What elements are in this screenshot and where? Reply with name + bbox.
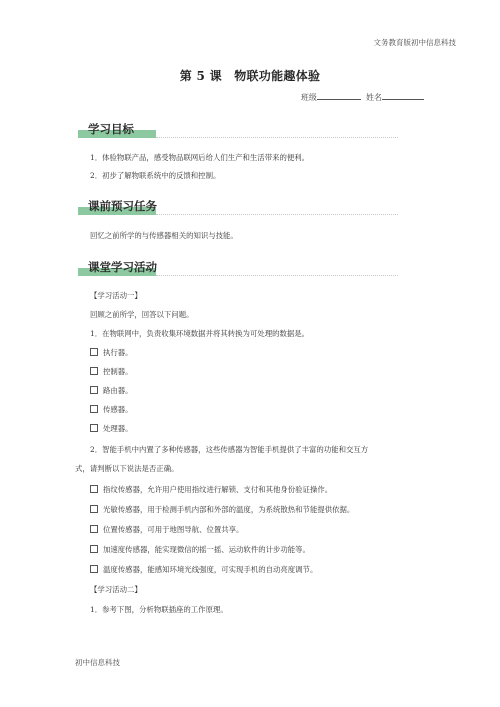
section-divider: [156, 275, 398, 276]
checkbox[interactable]: [90, 505, 98, 513]
section-divider: [156, 137, 398, 138]
option-label: 执行器。: [103, 348, 133, 357]
name-blank[interactable]: [382, 99, 424, 100]
question-2-line1: 2．智能手机中内置了多种传感器，这些传感器为智能手机提供了丰富的功能和交互方: [90, 445, 369, 454]
class-label: 班级: [300, 93, 317, 102]
checkbox[interactable]: [90, 405, 98, 413]
option-item[interactable]: [90, 404, 133, 415]
option-label: 加速度传感器，能实现微信的摇一摇、运动软件的计步功能等。: [103, 545, 310, 554]
checkbox[interactable]: [90, 545, 98, 553]
activity1-intro: 回顾之前所学，回答以下问题。: [90, 310, 194, 319]
goal-item: 2．初步了解物联系统中的反馈和控制。: [90, 171, 221, 180]
header-text: 文务教育版初中信息科技: [373, 38, 456, 47]
activity1-heading: 【学习活动一】: [90, 291, 142, 300]
checkbox[interactable]: [90, 386, 98, 394]
question-2-line2: 式，请判断以下说法是否正确。: [75, 464, 179, 473]
option-label: 处理器。: [103, 424, 133, 433]
option-item[interactable]: [90, 564, 317, 575]
option-label: 位置传感器，可用于地图导航、位置共享。: [103, 525, 244, 534]
option-label: 温度传感器，能感知环境光线强度，可实现手机的自动亮度调节。: [103, 565, 318, 574]
checkbox[interactable]: [90, 565, 98, 573]
option-item[interactable]: [90, 423, 133, 434]
section-title: 课堂学习活动: [88, 260, 157, 274]
option-item[interactable]: [90, 385, 133, 396]
class-name-line: [301, 92, 424, 103]
activity2-heading: 【学习活动二】: [90, 585, 142, 594]
option-item[interactable]: [90, 347, 133, 358]
checkbox[interactable]: [90, 367, 98, 375]
checkbox[interactable]: [90, 424, 98, 432]
section-divider: [156, 214, 398, 215]
question-1: 1．在物联网中，负责收集环境数据并将其转换为可处理的数据是。: [90, 329, 310, 338]
option-item[interactable]: [90, 484, 332, 495]
class-blank[interactable]: [317, 99, 361, 100]
lesson-title: 第 5 课 物联功能趣体验: [179, 69, 321, 83]
section-title: 学习目标: [88, 122, 134, 136]
option-item[interactable]: [90, 366, 133, 377]
preview-text: 回忆之前所学的与传感器相关的知识与技能。: [90, 231, 238, 240]
option-label: 路由器。: [103, 386, 133, 395]
activity2-question-1: 1．参考下图，分析物联插座的工作原理。: [90, 605, 228, 614]
goal-item: 1．体验物联产品，感受物品联网后给人们生产和生活带来的便利。: [90, 153, 310, 162]
checkbox[interactable]: [90, 485, 98, 493]
option-item[interactable]: [90, 524, 243, 535]
checkbox[interactable]: [90, 525, 98, 533]
option-label: 控制器。: [103, 367, 133, 376]
section-preview: [78, 198, 398, 215]
option-item[interactable]: [90, 504, 354, 515]
option-label: 光敏传感器，用于检测手机内部和外部的温度，为系统散热和节能提供依据。: [103, 505, 355, 514]
option-label: 指纹传感器，允许用户使用指纹进行解锁、支付和其他身份验证操作。: [103, 485, 333, 494]
checkbox[interactable]: [90, 348, 98, 356]
option-item[interactable]: [90, 544, 310, 555]
name-label: 姓名: [366, 93, 382, 102]
section-title: 课前预习任务: [88, 199, 157, 213]
section-activity: [78, 259, 398, 276]
option-label: 传感器。: [103, 405, 133, 414]
footer-text: 初中信息科技: [75, 658, 120, 667]
section-goals: [78, 121, 398, 138]
